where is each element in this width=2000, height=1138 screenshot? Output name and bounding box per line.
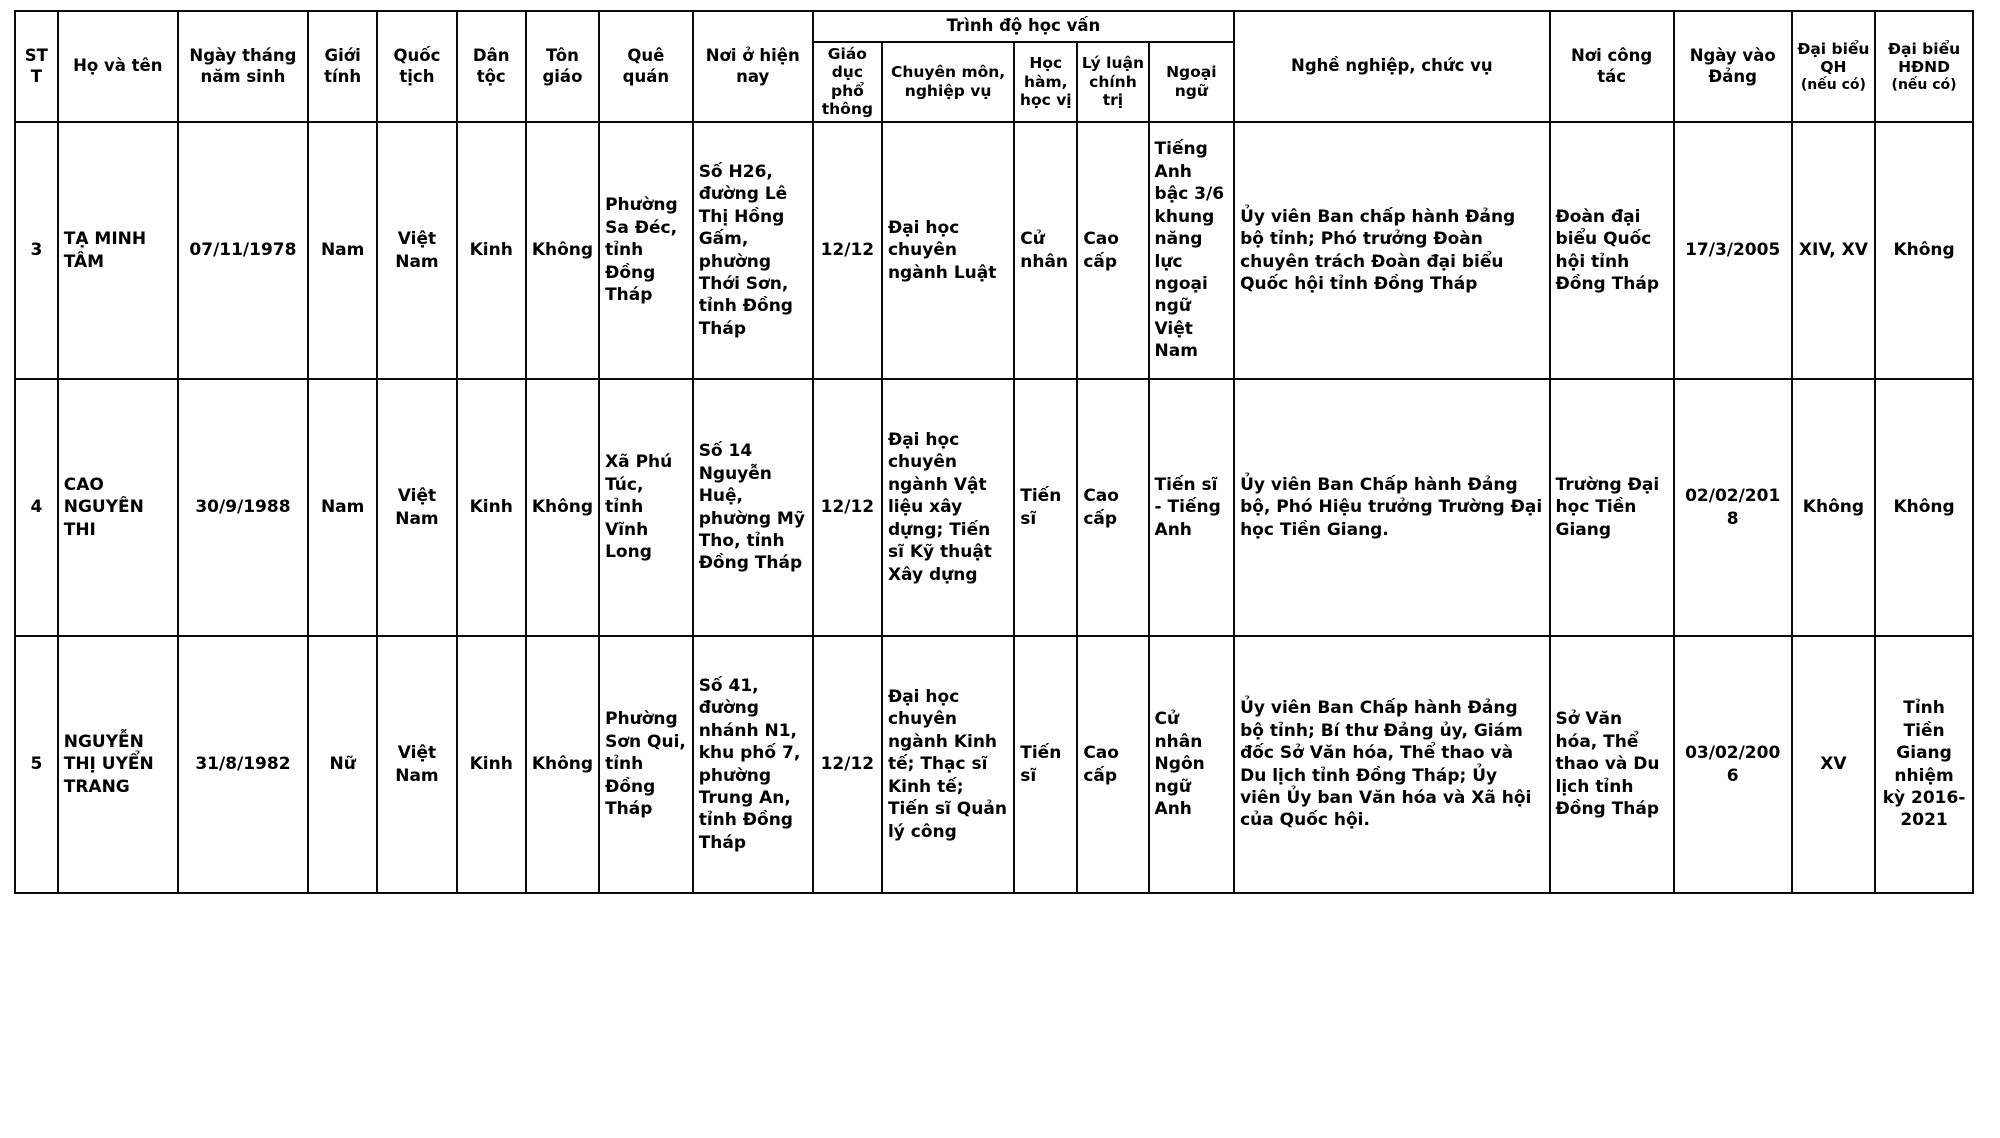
header-qh-delegate-line2: QH [1820,58,1847,77]
header-ethnicity: Dân tộc [457,11,526,122]
cell-stt: 4 [15,379,58,636]
candidate-information-table [14,10,1974,894]
header-hdnd-delegate-note: (nếu có) [1891,76,1957,93]
header-nationality: Quốc tịch [377,11,456,122]
cell-qh-delegate: Không [1792,379,1875,636]
header-name: Họ và tên [58,11,178,122]
header-stt: ST T [15,11,58,122]
cell-name: TẠ MINH TÂM [58,122,178,379]
cell-education-general: 12/12 [813,636,882,893]
header-education-language: Ngoại ngữ [1149,42,1235,122]
cell-occupation: Ủy viên Ban chấp hành Đảng bộ tỉnh; Phó trưởng Đoàn chuyên trách Đoàn đại biểu Quốc hội tỉnh Đồng Tháp [1234,122,1549,379]
header-hdnd-delegate [1875,11,1973,122]
cell-education-general: 12/12 [813,122,882,379]
cell-education-general: 12/12 [813,379,882,636]
cell-workplace: Sở Văn hóa, Thể thao và Du lịch tỉnh Đồng Tháp [1550,636,1674,893]
cell-education-major: Đại học chuyên ngành Vật liệu xây dựng; Tiến sĩ Kỹ thuật Xây dựng [882,379,1014,636]
cell-residence: Số H26, đường Lê Thị Hồng Gấm, phường Thới Sơn, tỉnh Đồng Tháp [693,122,813,379]
header-occupation: Nghề nghiệp, chức vụ [1234,11,1549,122]
cell-hometown: Phường Sơn Qui, tỉnh Đồng Tháp [599,636,693,893]
cell-hdnd-delegate: Không [1875,122,1973,379]
header-workplace: Nơi công tác [1550,11,1674,122]
header-hdnd-delegate-line1: Đại biểu [1888,39,1961,58]
cell-ethnicity: Kinh [457,636,526,893]
cell-hometown: Phường Sa Đéc, tỉnh Đồng Tháp [599,122,693,379]
cell-name: CAO NGUYÊN THI [58,379,178,636]
header-education-group: Trình độ học vấn [813,11,1234,42]
cell-residence: Số 41, đường nhánh N1, khu phố 7, phường Trung An, tỉnh Đồng Tháp [693,636,813,893]
cell-education-title: Tiến sĩ [1014,379,1077,636]
cell-party-date: 02/02/2018 [1674,379,1792,636]
header-dob: Ngày tháng năm sinh [178,11,308,122]
header-religion: Tôn giáo [526,11,599,122]
table-row [15,636,1973,893]
cell-dob: 07/11/1978 [178,122,308,379]
cell-party-date: 03/02/2006 [1674,636,1792,893]
cell-occupation: Ủy viên Ban Chấp hành Đảng bộ tỉnh; Bí thư Đảng ủy, Giám đốc Sở Văn hóa, Thể thao và Du lịch tỉnh Đồng Tháp; Ủy viên Ủy ban Văn hóa và Xã hội của Quốc hội. [1234,636,1549,893]
cell-gender: Nam [308,379,377,636]
cell-gender: Nam [308,122,377,379]
cell-dob: 30/9/1988 [178,379,308,636]
table-body [15,122,1973,893]
cell-education-language: Tiếng Anh bậc 3/6 khung năng lực ngoại ngữ Việt Nam [1149,122,1235,379]
header-hdnd-delegate-line2: HĐND [1898,58,1950,77]
table-row [15,379,1973,636]
cell-education-title: Tiến sĩ [1014,636,1077,893]
header-gender: Giới tính [308,11,377,122]
cell-hometown: Xã Phú Túc, tỉnh Vĩnh Long [599,379,693,636]
header-education-title: Học hàm, học vị [1014,42,1077,122]
table-header [15,11,1973,122]
cell-stt: 3 [15,122,58,379]
cell-education-language: Cử nhân Ngôn ngữ Anh [1149,636,1235,893]
header-qh-delegate [1792,11,1875,122]
cell-qh-delegate: XIV, XV [1792,122,1875,379]
cell-education-major: Đại học chuyên ngành Kinh tế; Thạc sĩ Kinh tế; Tiến sĩ Quản lý công [882,636,1014,893]
header-education-politics: Lý luận chính trị [1077,42,1148,122]
table-row [15,122,1973,379]
cell-workplace: Trường Đại học Tiền Giang [1550,379,1674,636]
cell-religion: Không [526,636,599,893]
cell-party-date: 17/3/2005 [1674,122,1792,379]
header-row-top [15,11,1973,42]
cell-hdnd-delegate: Tỉnh Tiền Giang nhiệm kỳ 2016-2021 [1875,636,1973,893]
cell-education-politics: Cao cấp [1077,379,1148,636]
cell-education-language: Tiến sĩ - Tiếng Anh [1149,379,1235,636]
cell-nationality: Việt Nam [377,636,456,893]
cell-gender: Nữ [308,636,377,893]
header-education-general: Giáo dục phổ thông [813,42,882,122]
cell-education-politics: Cao cấp [1077,122,1148,379]
cell-religion: Không [526,379,599,636]
header-hometown: Quê quán [599,11,693,122]
cell-ethnicity: Kinh [457,122,526,379]
header-education-major: Chuyên môn, nghiệp vụ [882,42,1014,122]
cell-residence: Số 14 Nguyễn Huệ, phường Mỹ Tho, tỉnh Đồng Tháp [693,379,813,636]
cell-stt: 5 [15,636,58,893]
header-residence: Nơi ở hiện nay [693,11,813,122]
cell-education-major: Đại học chuyên ngành Luật [882,122,1014,379]
cell-nationality: Việt Nam [377,379,456,636]
header-qh-delegate-line1: Đại biểu [1797,39,1870,58]
cell-dob: 31/8/1982 [178,636,308,893]
cell-workplace: Đoàn đại biểu Quốc hội tỉnh Đồng Tháp [1550,122,1674,379]
cell-education-title: Cử nhân [1014,122,1077,379]
cell-qh-delegate: XV [1792,636,1875,893]
cell-name: NGUYỄN THỊ UYỂN TRANG [58,636,178,893]
cell-ethnicity: Kinh [457,379,526,636]
cell-occupation: Ủy viên Ban Chấp hành Đảng bộ, Phó Hiệu trưởng Trường Đại học Tiền Giang. [1234,379,1549,636]
header-qh-delegate-note: (nếu có) [1800,76,1866,93]
cell-nationality: Việt Nam [377,122,456,379]
header-party-date: Ngày vào Đảng [1674,11,1792,122]
cell-religion: Không [526,122,599,379]
cell-education-politics: Cao cấp [1077,636,1148,893]
cell-hdnd-delegate: Không [1875,379,1973,636]
